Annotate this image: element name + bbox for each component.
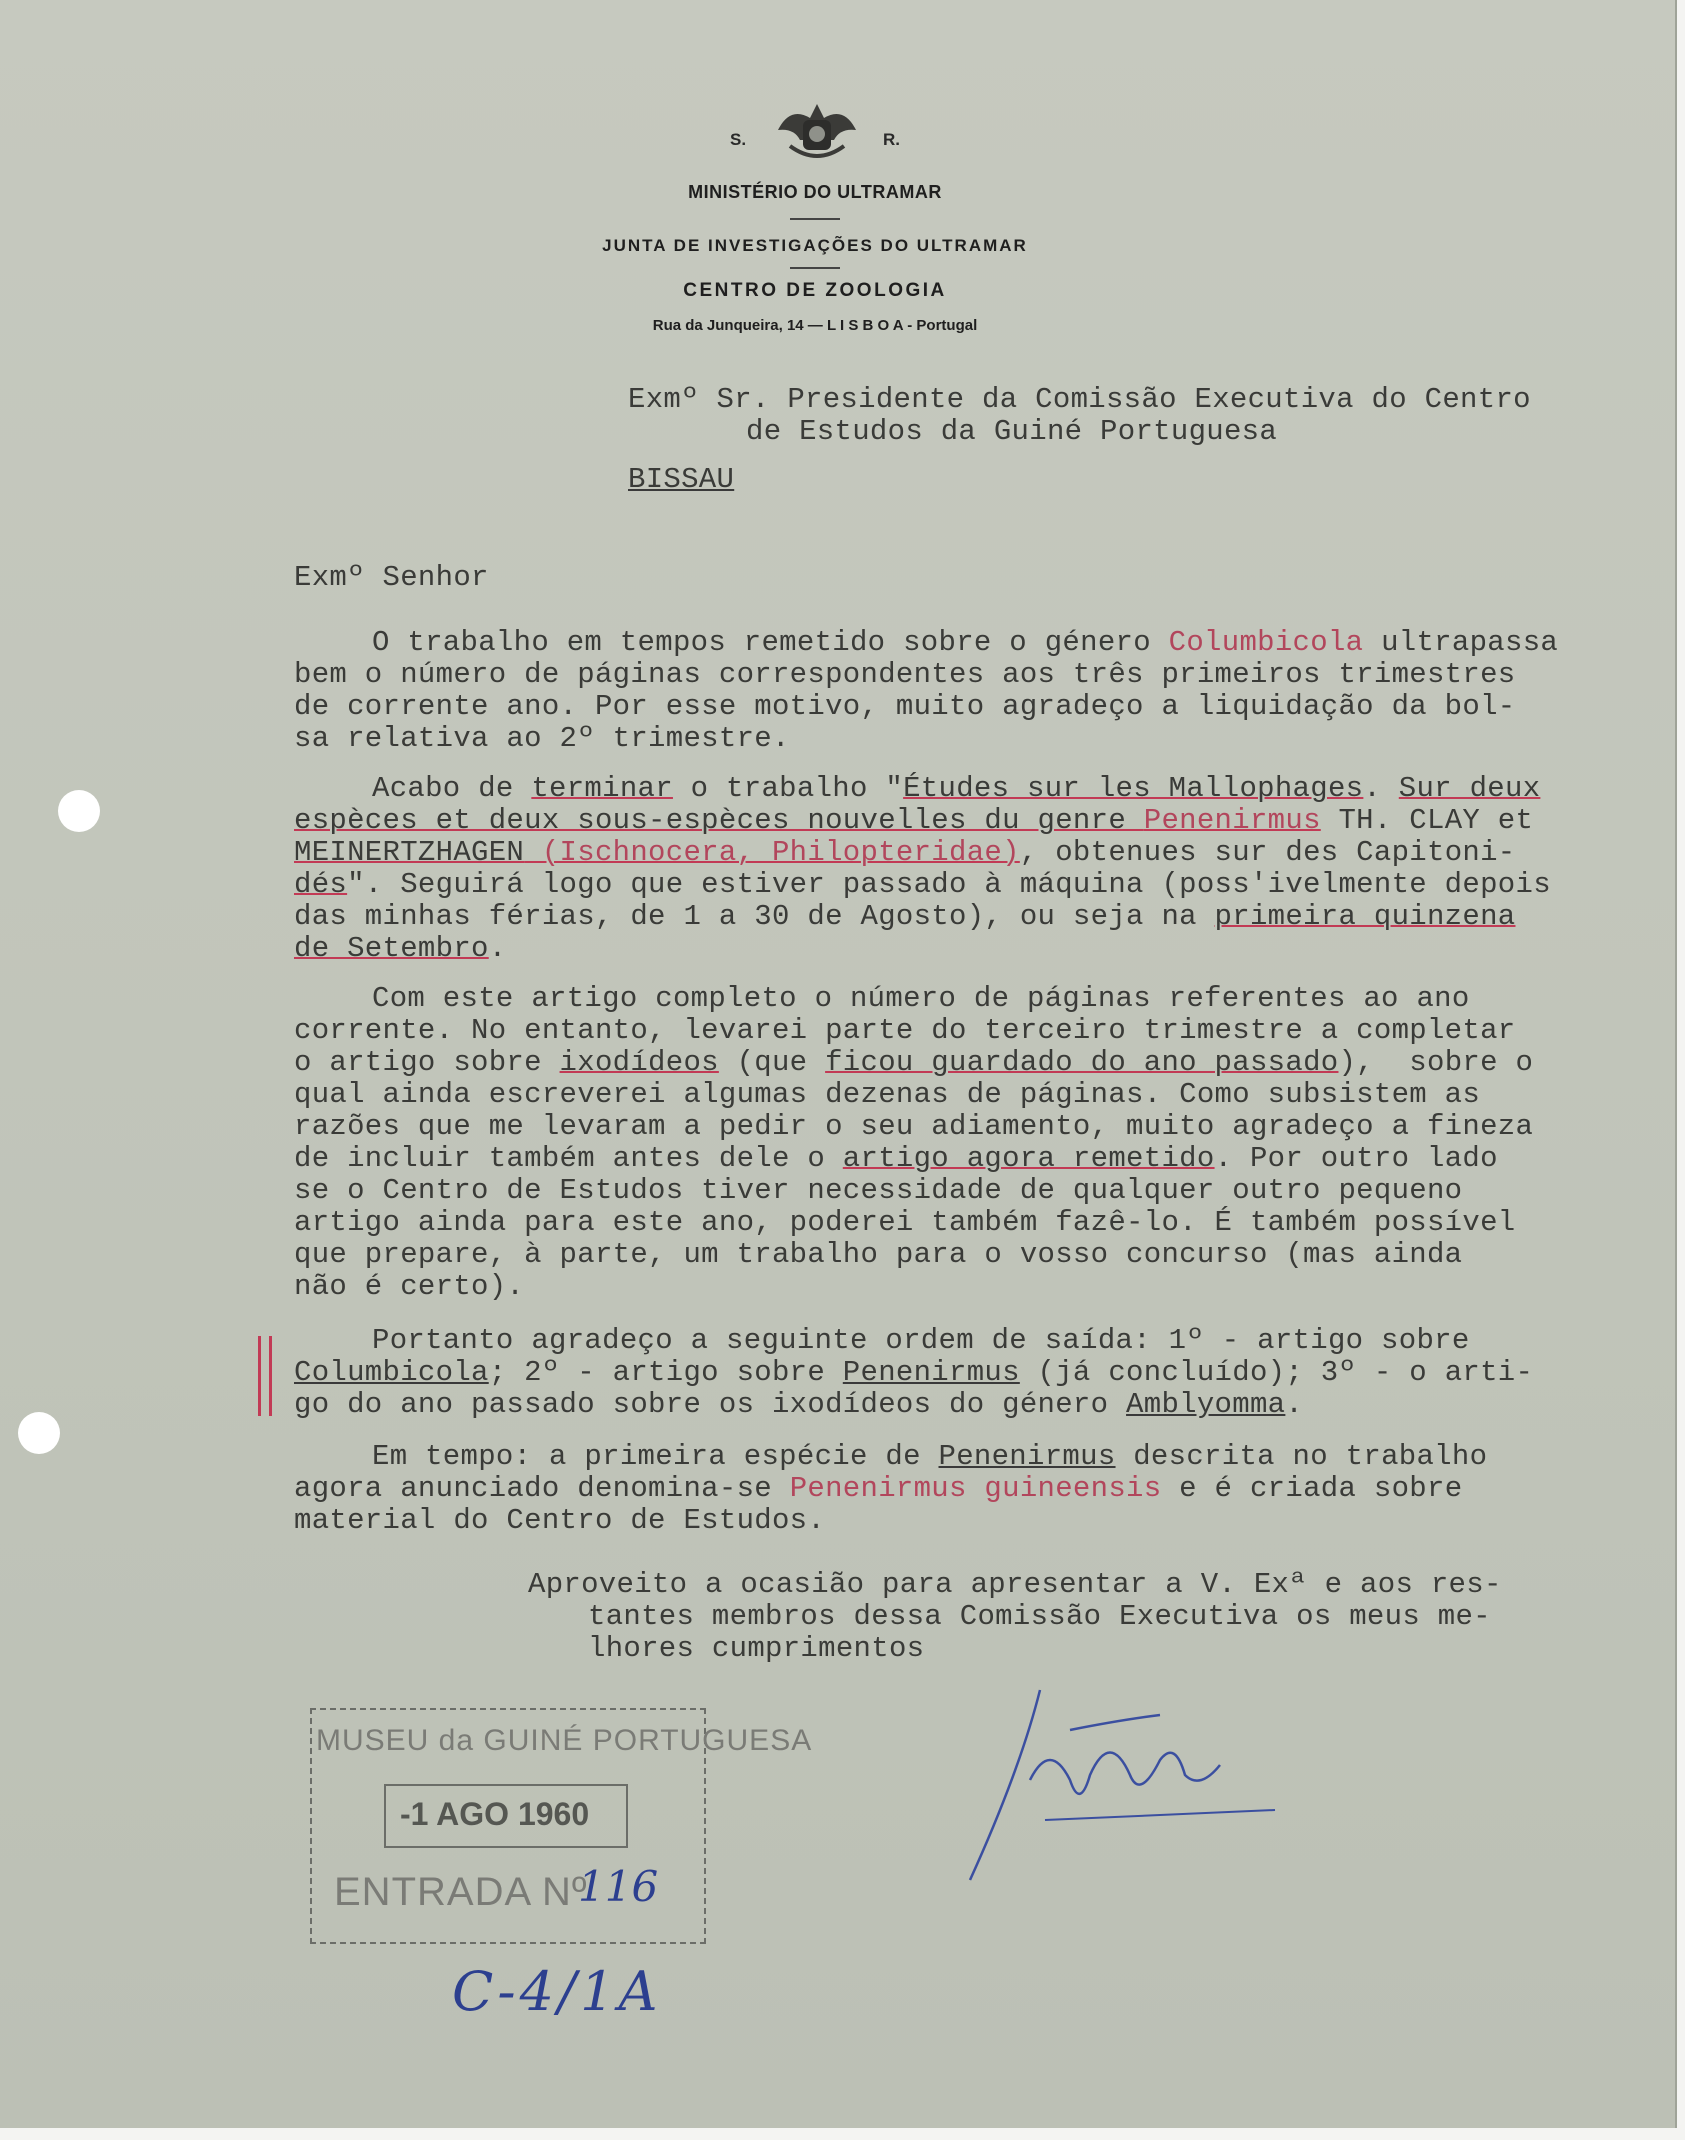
p3-line: de incluir também antes dele o artigo agora remetido. Por outro lado: [294, 1142, 1498, 1175]
address: Rua da Junqueira, 14 — L I S B O A - Portugal: [652, 317, 978, 334]
p4-line: Columbicola; 2º - artigo sobre Penenirmus (já concluído); 3º - o arti-: [294, 1356, 1534, 1389]
p3-line: qual ainda escreverei algumas dezenas de páginas. Como subsistem as: [294, 1078, 1481, 1111]
recipient-line-1: Exmº Sr. Presidente da Comissão Executiva do Centro: [628, 383, 1531, 416]
file-reference: C-4/1A: [452, 1960, 662, 2023]
p2-line: das minhas férias, de 1 a 30 de Agosto), ou seja na primeira quinzena: [294, 900, 1516, 933]
junta-name: JUNTA DE INVESTIGAÇÕES DO ULTRAMAR: [602, 236, 1028, 255]
centro-name: CENTRO DE ZOOLOGIA: [683, 280, 947, 301]
p3-line: razões que me levaram a pedir o seu adiamento, muito agradeço a fineza: [294, 1110, 1534, 1143]
p3-line: que prepare, à parte, um trabalho para o vosso concurso (mas ainda: [294, 1238, 1463, 1271]
letterhead-s: S.: [730, 130, 747, 149]
coat-of-arms-icon: [770, 100, 864, 166]
stamp-entry-label: ENTRADA Nº: [334, 1870, 588, 1914]
margin-mark: [258, 1336, 272, 1416]
p5-line: agora anunciado denomina-se Penenirmus guineensis e é criada sobre: [294, 1472, 1463, 1505]
p1-line: O trabalho em tempos remetido sobre o género Columbicola ultrapassa: [372, 626, 1559, 659]
p2-line: de Setembro.: [294, 932, 507, 965]
p2-line: espèces et deux sous-espèces nouvelles du genre Penenirmus TH. CLAY et: [294, 804, 1534, 837]
stamp-entry-number: 116: [578, 1862, 659, 1911]
recipient-city: BISSAU: [628, 463, 735, 496]
p3-line: se o Centro de Estudos tiver necessidade de qualquer outro pequeno: [294, 1174, 1463, 1207]
signature: [960, 1680, 1290, 1890]
divider: [790, 218, 840, 220]
salutation: Exmº Senhor: [294, 561, 489, 594]
recipient-line-2: de Estudos da Guiné Portuguesa: [746, 415, 1278, 448]
p2-line: dés". Seguirá logo que estiver passado à máquina (poss'ivelmente depois: [294, 868, 1551, 901]
punch-hole: [18, 1412, 60, 1454]
p3-line: não é certo).: [294, 1270, 525, 1303]
p2-line: MEINERTZHAGEN (Ischnocera, Philopteridae), obtenues sur des Capitoni-: [294, 836, 1516, 869]
p3-line: o artigo sobre ixodídeos (que ficou guardado do ano passado), sobre o: [294, 1046, 1534, 1079]
stamp-museum: MUSEU da GUINÉ PORTUGUESA: [316, 1724, 813, 1757]
p1-line: bem o número de páginas correspondentes aos três primeiros trimestres: [294, 658, 1516, 691]
closing-line: Aproveito a ocasião para apresentar a V. Exª e aos res-: [528, 1568, 1502, 1601]
p1-line: sa relativa ao 2º trimestre.: [294, 722, 790, 755]
p3-line: artigo ainda para este ano, poderei também fazê-lo. É também possível: [294, 1206, 1516, 1239]
divider: [790, 267, 840, 269]
p4-line: go do ano passado sobre os ixodídeos do género Amblyomma.: [294, 1388, 1304, 1421]
p3-line: corrente. No entanto, levarei parte do terceiro trimestre a completar: [294, 1014, 1516, 1047]
p4-line: Portanto agradeço a seguinte ordem de saída: 1º - artigo sobre: [372, 1324, 1470, 1357]
closing-line: tantes membros dessa Comissão Executiva os meus me-: [588, 1600, 1491, 1633]
p1-line: de corrente ano. Por esse motivo, muito agradeço a liquidação da bol-: [294, 690, 1516, 723]
letterhead-r: R.: [883, 130, 900, 149]
p5-line: material do Centro de Estudos.: [294, 1504, 826, 1537]
p5-line: Em tempo: a primeira espécie de Penenirmus descrita no trabalho: [372, 1440, 1488, 1473]
punch-hole: [58, 790, 100, 832]
closing-line: lhores cumprimentos: [588, 1632, 925, 1665]
p3-line: Com este artigo completo o número de páginas referentes ao ano: [372, 982, 1470, 1015]
stamp-date: -1 AGO 1960: [400, 1796, 590, 1832]
p2-line: Acabo de terminar o trabalho "Études sur les Mallophages. Sur deux: [372, 772, 1541, 805]
ministry-name: MINISTÉRIO DO ULTRAMAR: [688, 182, 942, 202]
